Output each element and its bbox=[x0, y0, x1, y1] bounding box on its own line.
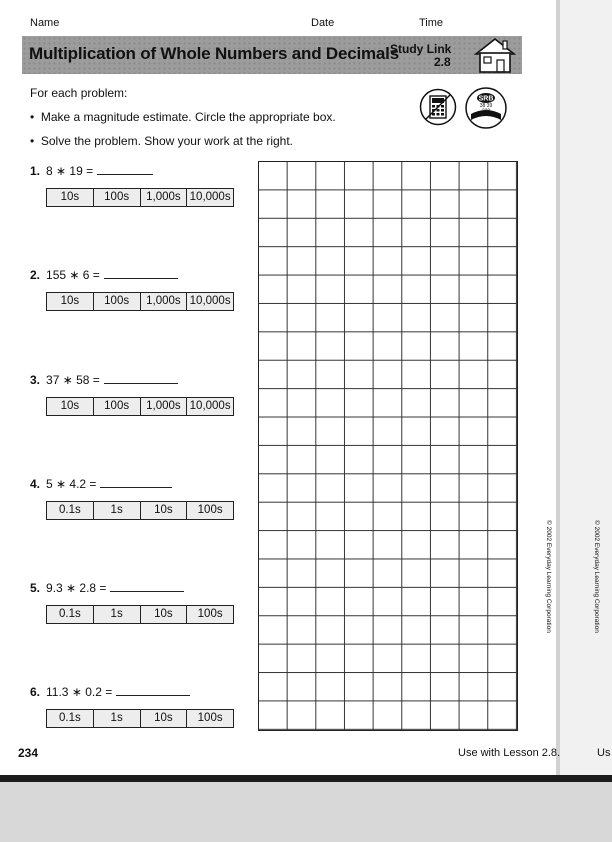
estimate-box[interactable]: 1s bbox=[94, 710, 141, 727]
page-number: 234 bbox=[18, 746, 39, 760]
work-grid[interactable] bbox=[258, 161, 518, 731]
name-label: Name bbox=[30, 17, 60, 29]
estimate-box[interactable]: 0.1s bbox=[47, 606, 94, 623]
problem-expression: 5 ∗ 4.2 = bbox=[46, 477, 97, 491]
problem-expression: 37 ∗ 58 = bbox=[46, 373, 100, 387]
calculator-icon bbox=[419, 88, 457, 126]
problem-number: 4. bbox=[30, 477, 41, 491]
srb-label: SRB bbox=[478, 95, 494, 103]
date-label: Date bbox=[311, 17, 335, 29]
instruction-2-text: Solve the problem. Show your work at the right. bbox=[40, 134, 293, 148]
problem-number: 5. bbox=[30, 581, 41, 595]
problem-3 bbox=[30, 373, 178, 387]
estimate-box[interactable]: 1,000s bbox=[141, 189, 188, 206]
estimate-box[interactable]: 100s bbox=[94, 293, 141, 310]
answer-blank[interactable] bbox=[104, 382, 178, 384]
problem-5 bbox=[30, 581, 184, 595]
home-icon bbox=[470, 36, 520, 74]
bullet-glyph: • bbox=[30, 134, 41, 148]
answer-blank[interactable] bbox=[100, 486, 172, 488]
lesson-reference: Use with Lesson 2.8. bbox=[458, 747, 561, 759]
estimate-box[interactable]: 10,000s bbox=[187, 189, 233, 206]
estimate-box[interactable]: 100s bbox=[94, 189, 141, 206]
instruction-bullet-1 bbox=[30, 110, 336, 124]
estimate-box[interactable]: 10s bbox=[47, 293, 94, 310]
problem-number: 6. bbox=[30, 685, 41, 699]
instructions-intro: For each problem: bbox=[30, 86, 128, 100]
srb-pages-line-1: 38 39 bbox=[479, 103, 493, 109]
problem-expression: 155 ∗ 6 = bbox=[46, 268, 100, 282]
estimate-boxes-4 bbox=[46, 501, 234, 520]
scan-bottom-strip bbox=[0, 782, 612, 842]
instruction-bullet-2 bbox=[30, 134, 293, 148]
estimate-box[interactable]: 1,000s bbox=[141, 293, 188, 310]
answer-blank[interactable] bbox=[97, 173, 153, 175]
estimate-box[interactable]: 100s bbox=[187, 502, 233, 519]
problem-number: 2. bbox=[30, 268, 41, 282]
estimate-box[interactable]: 0.1s bbox=[47, 502, 94, 519]
title-banner bbox=[22, 36, 522, 74]
problem-number: 3. bbox=[30, 373, 41, 387]
estimate-box[interactable]: 10,000s bbox=[187, 293, 233, 310]
problem-expression: 9.3 ∗ 2.8 = bbox=[46, 581, 107, 595]
time-label: Time bbox=[419, 17, 444, 29]
estimate-box[interactable]: 10s bbox=[141, 606, 188, 623]
copyright-notice: © 2002 Everyday Learning Corporation bbox=[545, 520, 552, 633]
estimate-boxes-2 bbox=[46, 292, 234, 311]
estimate-box[interactable]: 10s bbox=[47, 398, 94, 415]
estimate-boxes-5 bbox=[46, 605, 234, 624]
estimate-box[interactable]: 1s bbox=[94, 606, 141, 623]
instruction-1-text: Make a magnitude estimate. Circle the appropriate box. bbox=[40, 110, 336, 124]
bullet-glyph: • bbox=[30, 110, 41, 124]
estimate-box[interactable]: 100s bbox=[187, 710, 233, 727]
estimate-box[interactable]: 0.1s bbox=[47, 710, 94, 727]
estimate-box[interactable]: 10s bbox=[141, 710, 188, 727]
estimate-box[interactable]: 1s bbox=[94, 502, 141, 519]
adjacent-page-edge bbox=[556, 0, 612, 775]
problem-2 bbox=[30, 268, 178, 282]
srb-pages-line-2: 228 bbox=[481, 108, 491, 115]
estimate-box[interactable]: 100s bbox=[187, 606, 233, 623]
estimate-box[interactable]: 10,000s bbox=[187, 398, 233, 415]
srb-book-icon bbox=[464, 86, 508, 130]
answer-blank[interactable] bbox=[110, 590, 184, 592]
answer-blank[interactable] bbox=[104, 277, 178, 279]
page-fold-shadow bbox=[556, 0, 560, 775]
estimate-boxes-3 bbox=[46, 397, 234, 416]
problem-6 bbox=[30, 685, 190, 699]
adjacent-page-fragment: Us bbox=[597, 747, 611, 759]
study-link-label: Study Link bbox=[390, 42, 452, 56]
estimate-boxes-6 bbox=[46, 709, 234, 728]
estimate-box[interactable]: 10s bbox=[141, 502, 188, 519]
estimate-box[interactable]: 100s bbox=[94, 398, 141, 415]
worksheet-title: Multiplication of Whole Numbers and Decimals bbox=[29, 44, 399, 63]
estimate-box[interactable]: 1,000s bbox=[141, 398, 188, 415]
problem-expression: 11.3 ∗ 0.2 = bbox=[46, 685, 113, 699]
problem-expression: 8 ∗ 19 = bbox=[46, 164, 94, 178]
copyright-notice-adjacent: © 2002 Everyday Learning Corporation bbox=[593, 520, 600, 633]
problem-1 bbox=[30, 164, 153, 178]
problem-4 bbox=[30, 477, 172, 491]
estimate-boxes-1 bbox=[46, 188, 234, 207]
answer-blank[interactable] bbox=[116, 694, 190, 696]
problem-number: 1. bbox=[30, 164, 41, 178]
study-link-number: 2.8 bbox=[434, 55, 451, 69]
estimate-box[interactable]: 10s bbox=[47, 189, 94, 206]
